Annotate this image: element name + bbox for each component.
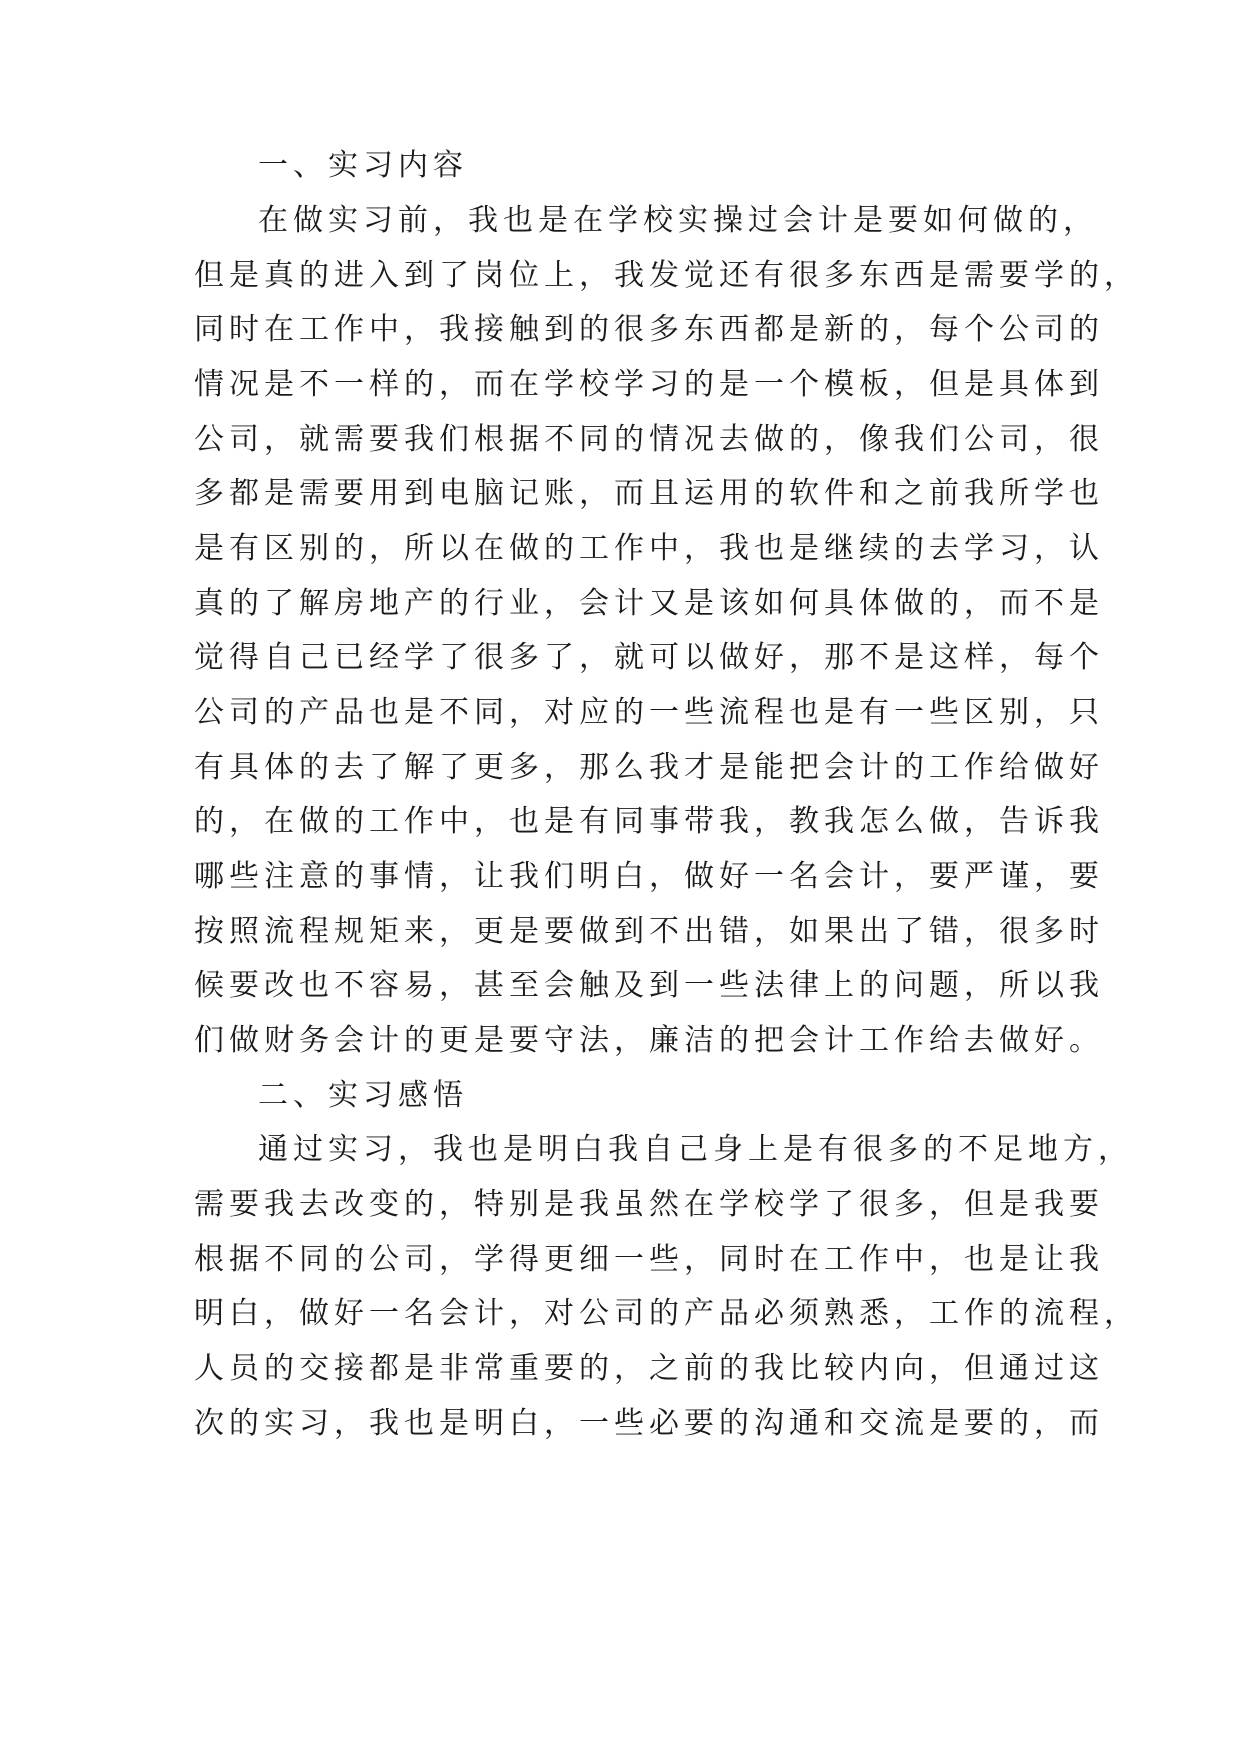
paragraph-line: 是有区别的，所以在做的工作中，我也是继续的去学习，认 — [194, 531, 1104, 566]
paragraph-line: 按照流程规矩来，更是要做到不出错，如果出了错，很多时 — [194, 914, 1104, 949]
paragraph-line: 根据不同的公司，学得更细一些，同时在工作中，也是让我 — [194, 1242, 1104, 1277]
paragraph-line: 多都是需要用到电脑记账，而且运用的软件和之前我所学也 — [194, 476, 1104, 511]
paragraph-line: 明白，做好一名会计，对公司的产品必须熟悉，工作的流程， — [194, 1296, 1139, 1331]
paragraph-line: 通过实习，我也是明白我自己身上是有很多的不足地方， — [258, 1132, 1133, 1167]
paragraph-line: 次的实习，我也是明白，一些必要的沟通和交流是要的，而 — [194, 1406, 1104, 1441]
paragraph-line: 需要我去改变的，特别是我虽然在学校学了很多，但是我要 — [194, 1187, 1104, 1222]
paragraph-line: 哪些注意的事情，让我们明白，做好一名会计，要严谨，要 — [194, 859, 1104, 894]
paragraph-line: 有具体的去了解了更多，那么我才是能把会计的工作给做好 — [194, 750, 1104, 785]
section-heading: 二、实习感悟 — [258, 1078, 468, 1113]
paragraph-line: 候要改也不容易，甚至会触及到一些法律上的问题，所以我 — [194, 968, 1104, 1003]
paragraph-line: 情况是不一样的，而在学校学习的是一个模板，但是具体到 — [194, 367, 1104, 402]
paragraph-line: 觉得自己已经学了很多了，就可以做好，那不是这样，每个 — [194, 640, 1104, 675]
paragraph-line: 公司，就需要我们根据不同的情况去做的，像我们公司，很 — [194, 422, 1104, 457]
section-heading: 一、实习内容 — [258, 148, 468, 183]
paragraph-line: 但是真的进入到了岗位上，我发觉还有很多东西是需要学的， — [194, 258, 1139, 293]
paragraph-line: 在做实习前，我也是在学校实操过会计是要如何做的， — [258, 203, 1098, 238]
paragraph-line: 公司的产品也是不同，对应的一些流程也是有一些区别，只 — [194, 695, 1104, 730]
paragraph-line: 人员的交接都是非常重要的，之前的我比较内向，但通过这 — [194, 1351, 1104, 1386]
paragraph-line: 的，在做的工作中，也是有同事带我，教我怎么做，告诉我 — [194, 804, 1104, 839]
paragraph-line: 同时在工作中，我接触到的很多东西都是新的，每个公司的 — [194, 312, 1104, 347]
paragraph-line: 们做财务会计的更是要守法，廉洁的把会计工作给去做好。 — [194, 1023, 1104, 1058]
paragraph-line: 真的了解房地产的行业，会计又是该如何具体做的，而不是 — [194, 586, 1104, 621]
